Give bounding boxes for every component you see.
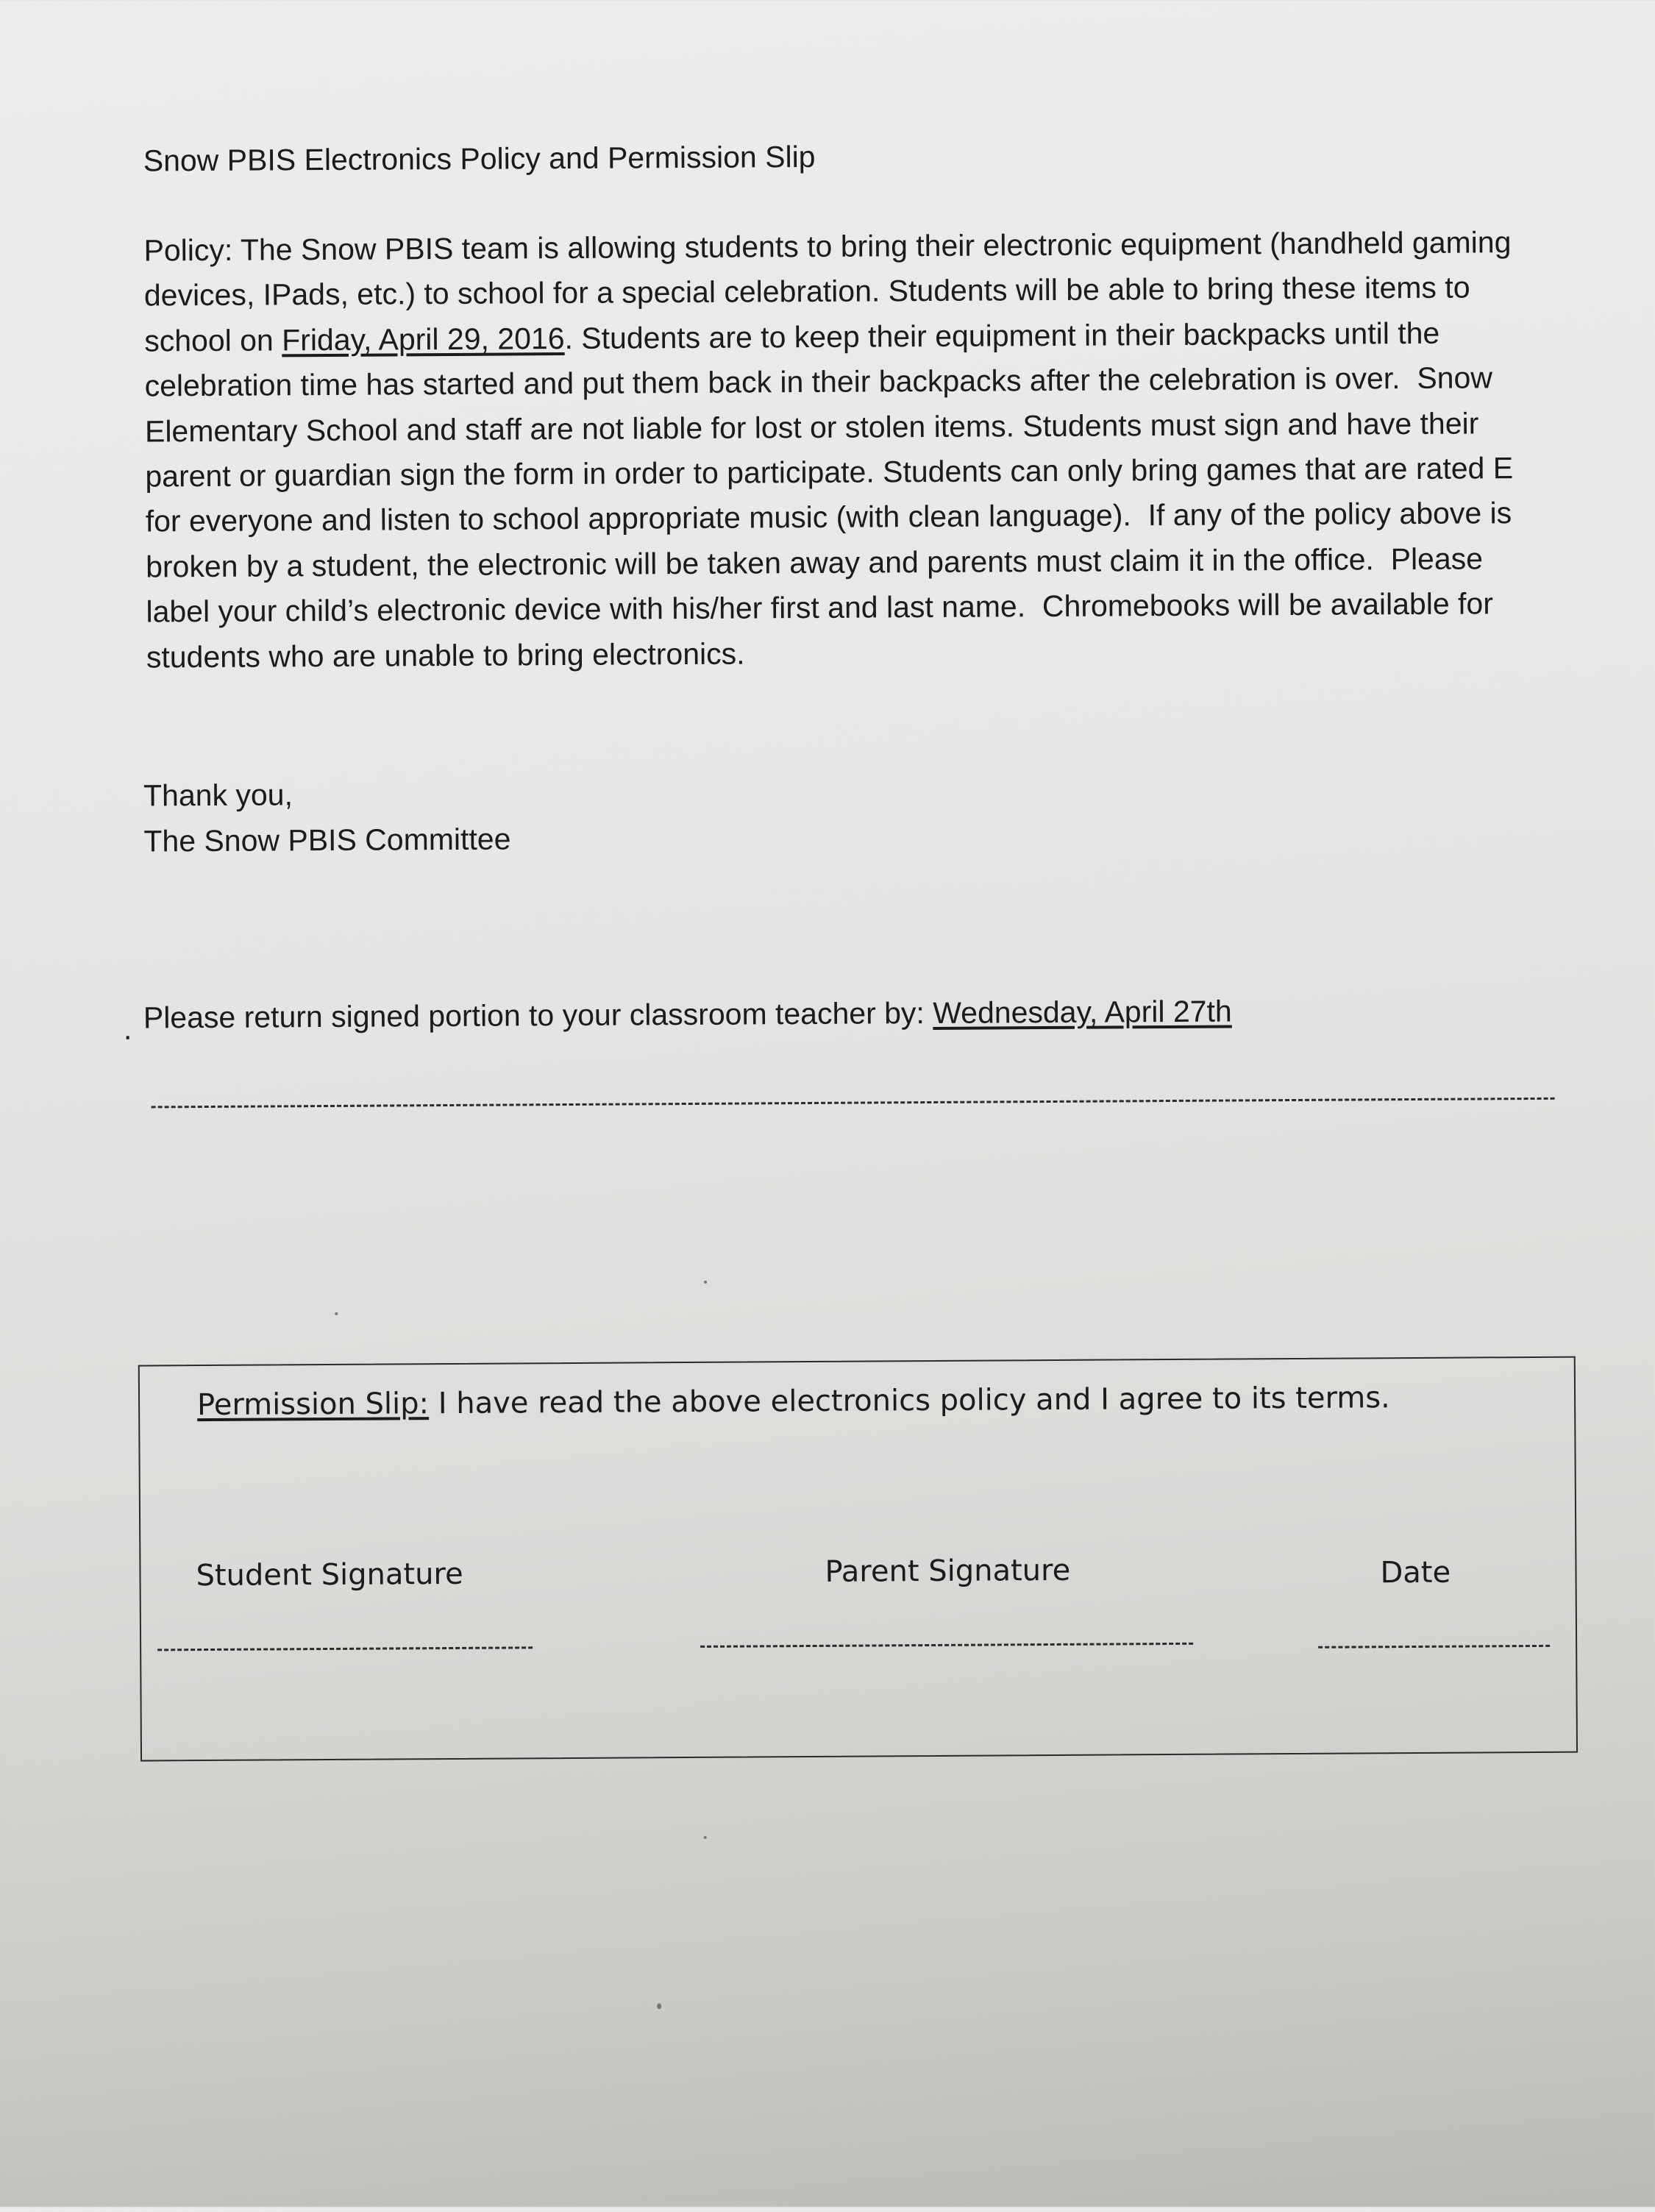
document-title: Snow PBIS Electronics Policy and Permission Slip [143, 139, 816, 178]
policy-label: Policy: [143, 232, 233, 268]
student-signature-label: Student Signature [196, 1557, 463, 1593]
cut-line [152, 1098, 1555, 1109]
permission-slip-box [138, 1356, 1578, 1762]
permission-statement [197, 1381, 1390, 1422]
committee-signature: The Snow PBIS Committee [143, 822, 511, 858]
paper-speck [704, 1836, 707, 1839]
paper-speck [657, 2003, 661, 2009]
policy-text-part-2: . Students are to keep their equipment in their backpacks until the celebration time has started and put them back in their backpacks after the celebration is over. Snow Elementary School and staff are not liable for lost or stolen items. Students must sign and have their parent or guardian sign the form in order to participate. Students can only bring games that are rated E for everyone and listen to school appropriate music (with clean language). If any of the policy above is broken by a student, the electronic will be taken away and parents must claim it in the office. Please label your child’s electronic device with his/her first and last name. Chromebooks will be available for students who are unable to bring electronics. [144, 316, 1522, 675]
celebration-date: Friday, April 29, 2016 [282, 321, 565, 358]
closing-line: Thank you, [143, 778, 293, 813]
policy-text-part-1: The Snow PBIS team is allowing students to bring their electronic equipment (handheld gaming devices, IPads, etc.) to school for a special celebration. Students will be able to bring these items to school on [143, 225, 1520, 358]
return-notice-text: Please return signed portion to your classroom teacher by: [143, 995, 933, 1035]
student-signature-line[interactable] [157, 1646, 533, 1651]
policy-paragraph [143, 220, 1544, 680]
return-notice [143, 994, 1232, 1035]
stray-mark: . [123, 1011, 132, 1046]
date-label: Date [1380, 1555, 1451, 1590]
permission-slip-statement: I have read the above electronics policy and I agree to its terms. [428, 1381, 1390, 1421]
return-deadline: Wednesday, April 27th [933, 994, 1232, 1030]
paper-speck [335, 1312, 338, 1315]
closing-block [143, 770, 511, 864]
date-line[interactable] [1318, 1645, 1550, 1649]
parent-signature-label: Parent Signature [825, 1553, 1071, 1589]
permission-slip-label: Permission Slip: [196, 1387, 430, 1423]
parent-signature-line[interactable] [700, 1643, 1193, 1648]
paper-speck [704, 1281, 707, 1284]
